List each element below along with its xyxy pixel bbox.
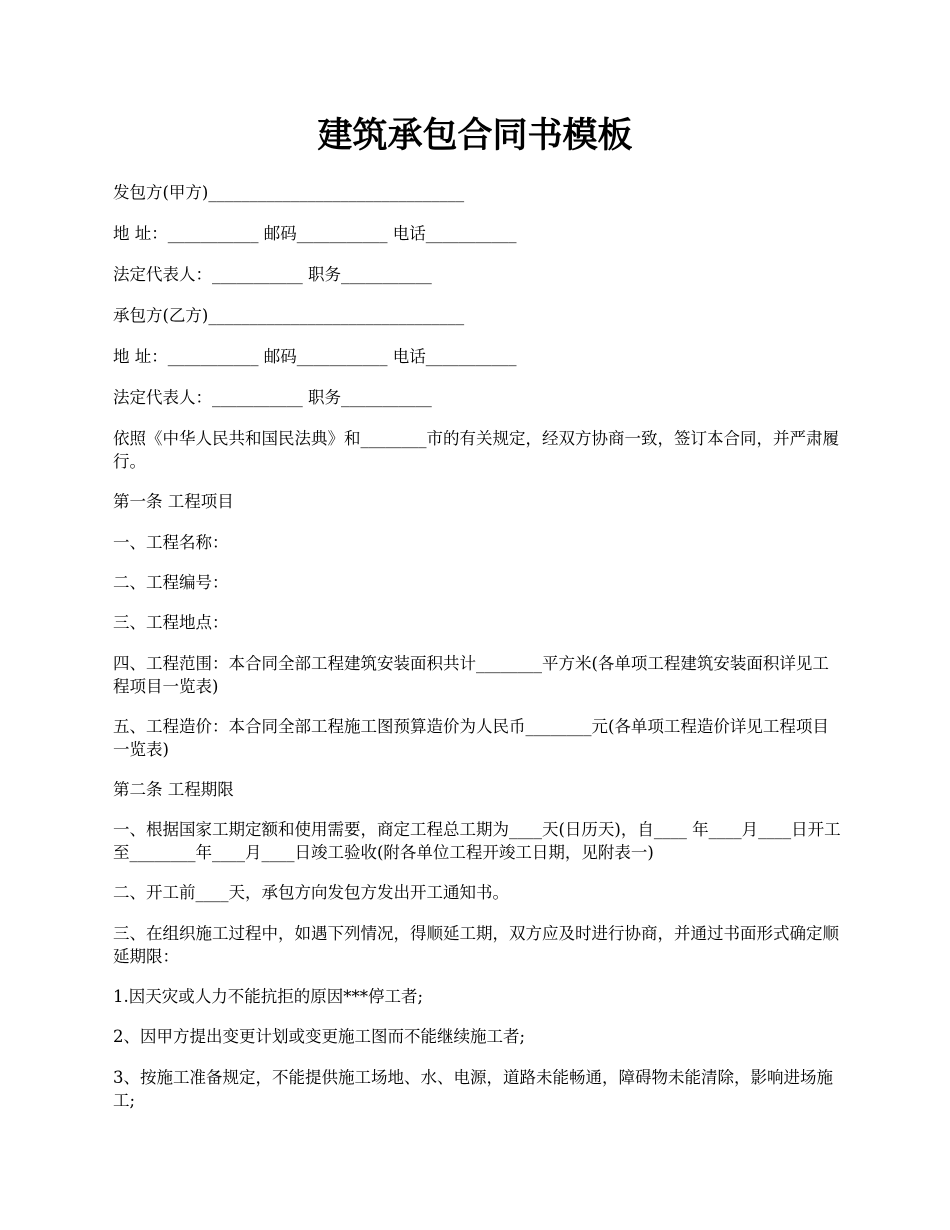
party-a-line: 发包方(甲方)_______________________________ bbox=[113, 183, 465, 202]
project-cost-paragraph: 五、工程造价：本合同全部工程施工图预算造价为人民币________元(各单项工程造价详见工程项目一览表) bbox=[113, 717, 829, 759]
article-one-heading: 第一条 工程项目 bbox=[113, 492, 234, 511]
extension-item-1: 1.因天灾或人力不能抗拒的原因***停工者; bbox=[113, 987, 424, 1006]
document-title: 建筑承包合同书模板 bbox=[317, 115, 633, 156]
article-two-heading: 第二条 工程期限 bbox=[113, 780, 234, 799]
project-number-line: 二、工程编号： bbox=[113, 573, 229, 592]
party-b-representative-line: 法定代表人：___________ 职务___________ bbox=[113, 388, 432, 407]
project-name-line: 一、工程名称： bbox=[113, 533, 229, 552]
party-b-line: 承包方(乙方)_______________________________ bbox=[113, 306, 465, 325]
extension-paragraph: 三、在组织施工过程中，如遇下列情况，得顺延工期，双方应及时进行协商，并通过书面形式确定顺延期限： bbox=[113, 924, 839, 966]
schedule-paragraph: 一、根据国家工期定额和使用需要，商定工程总工期为____天(日历天)，自____ 年____月____日开工至________年____月____日竣工验收(附各单位工程开竣工日期，见附表一) bbox=[113, 820, 841, 862]
project-location-line: 三、工程地点： bbox=[113, 613, 229, 632]
start-notice-line: 二、开工前____天，承包方向发包方发出开工通知书。 bbox=[113, 883, 509, 902]
party-b-address-line: 地 址：___________ 邮码___________ 电话___________ bbox=[113, 347, 517, 366]
party-a-representative-line: 法定代表人：___________ 职务___________ bbox=[113, 265, 432, 284]
extension-item-3: 3、按施工准备规定，不能提供施工场地、水、电源，道路未能畅通，障碍物未能清除，影响进场施工; bbox=[113, 1068, 833, 1110]
extension-item-2: 2、因甲方提出变更计划或变更施工图而不能继续施工者; bbox=[113, 1027, 526, 1046]
project-scope-paragraph: 四、工程范围：本合同全部工程建筑安装面积共计________平方米(各单项工程建筑安装面积详见工程项目一览表) bbox=[113, 654, 829, 696]
preamble-paragraph: 依照《中华人民共和国民法典》和________市的有关规定，经双方协商一致，签订本合同，并严肃履行。 bbox=[113, 429, 839, 471]
party-a-address-line: 地 址：___________ 邮码___________ 电话___________ bbox=[113, 224, 517, 243]
